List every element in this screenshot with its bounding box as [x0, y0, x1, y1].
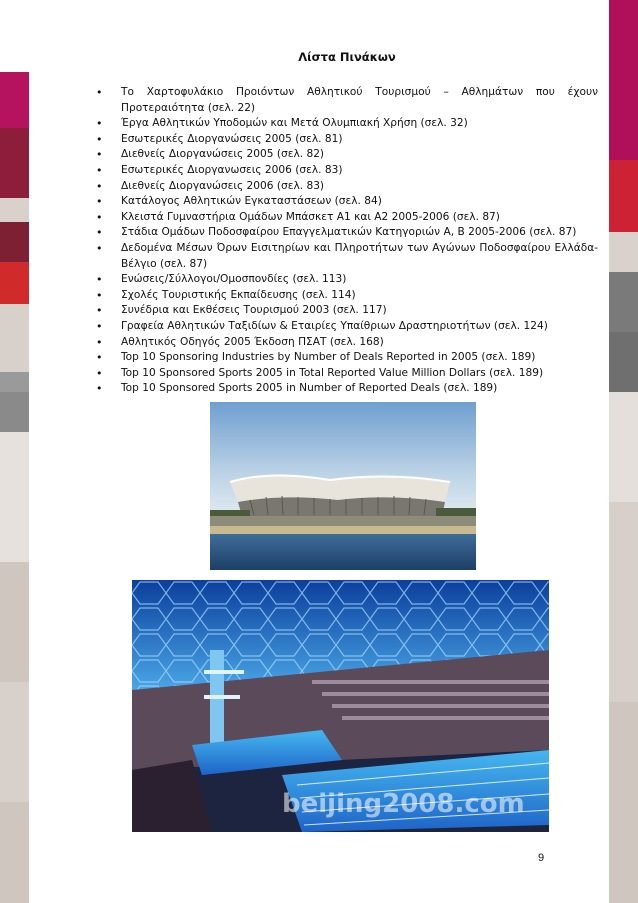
left-decorative-stripe	[0, 0, 29, 903]
list-item: • Σχολές Τουριστικής Εκπαίδευσης (σελ. 114)	[96, 288, 598, 304]
list-item: • Διεθνείς Διοργανώσεις 2005 (σελ. 82)	[96, 147, 598, 163]
list-item: • Συνέδρια και Εκθέσεις Τουρισμού 2003 (σελ. 117)	[96, 303, 598, 319]
pool-watermark: beijing2008.com	[282, 789, 525, 819]
list-item: • Γραφεία Αθλητικών Ταξιδίων & Εταιρίες Υπαίθριων Δραστηριοτήτων (σελ. 124)	[96, 319, 598, 335]
list-item: • Δεδομένα Μέσων Όρων Εισιτηρίων και Πληροτήτων των Αγώνων Ποδοσφαίρου Ελλάδα-Βέλγιο (σελ. 87)	[96, 241, 598, 272]
list-item: • Το Χαρτοφυλάκιο Προιόντων Αθλητικού Τουρισμού – Αθλημάτων που έχουν Προτεραιότητα (σελ. 22)	[96, 85, 598, 116]
list-item: • Top 10 Sponsored Sports 2005 in Total Reported Value Million Dollars (σελ. 189)	[96, 366, 598, 382]
page-number: 9	[538, 852, 545, 864]
list-item: • Αθλητικός Οδηγός 2005 Έκδοση ΠΣΑΤ (σελ. 168)	[96, 335, 598, 351]
list-item: • Εσωτερικές Διοργανώσεις 2005 (σελ. 81)	[96, 132, 598, 148]
aquatics-center-photo	[132, 580, 549, 832]
list-item: • Διεθνείς Διοργανώσεις 2006 (σελ. 83)	[96, 179, 598, 195]
list-item: • Εσωτερικές Διοργανωσεις 2006 (σελ. 83)	[96, 163, 598, 179]
list-item: • Ενώσεις/Σύλλογοι/Ομοσπονδίες (σελ. 113)	[96, 272, 598, 288]
list-item: • Κατάλογος Αθλητικών Εγκαταστάσεων (σελ. 84)	[96, 194, 598, 210]
list-item: • Έργα Αθλητικών Υποδομών και Μετά Ολυμπιακή Χρήση (σελ. 32)	[96, 116, 598, 132]
list-item: • Κλειστά Γυμναστήρια Ομάδων Μπάσκετ Α1 και Α2 2005-2006 (σελ. 87)	[96, 210, 598, 226]
table-list	[96, 85, 598, 397]
right-decorative-stripe	[609, 0, 638, 903]
list-item: • Top 10 Sponsoring Industries by Number of Deals Reported in 2005 (σελ. 189)	[96, 350, 598, 366]
list-item: • Στάδια Ομάδων Ποδοσφαίρου Επαγγελματικών Κατηγοριών Α, Β 2005-2006 (σελ. 87)	[96, 225, 598, 241]
page-title: Λίστα Πινάκων	[298, 50, 396, 64]
stadium-photo	[210, 402, 476, 570]
list-item: • Top 10 Sponsored Sports 2005 in Number of Reported Deals (σελ. 189)	[96, 381, 598, 397]
